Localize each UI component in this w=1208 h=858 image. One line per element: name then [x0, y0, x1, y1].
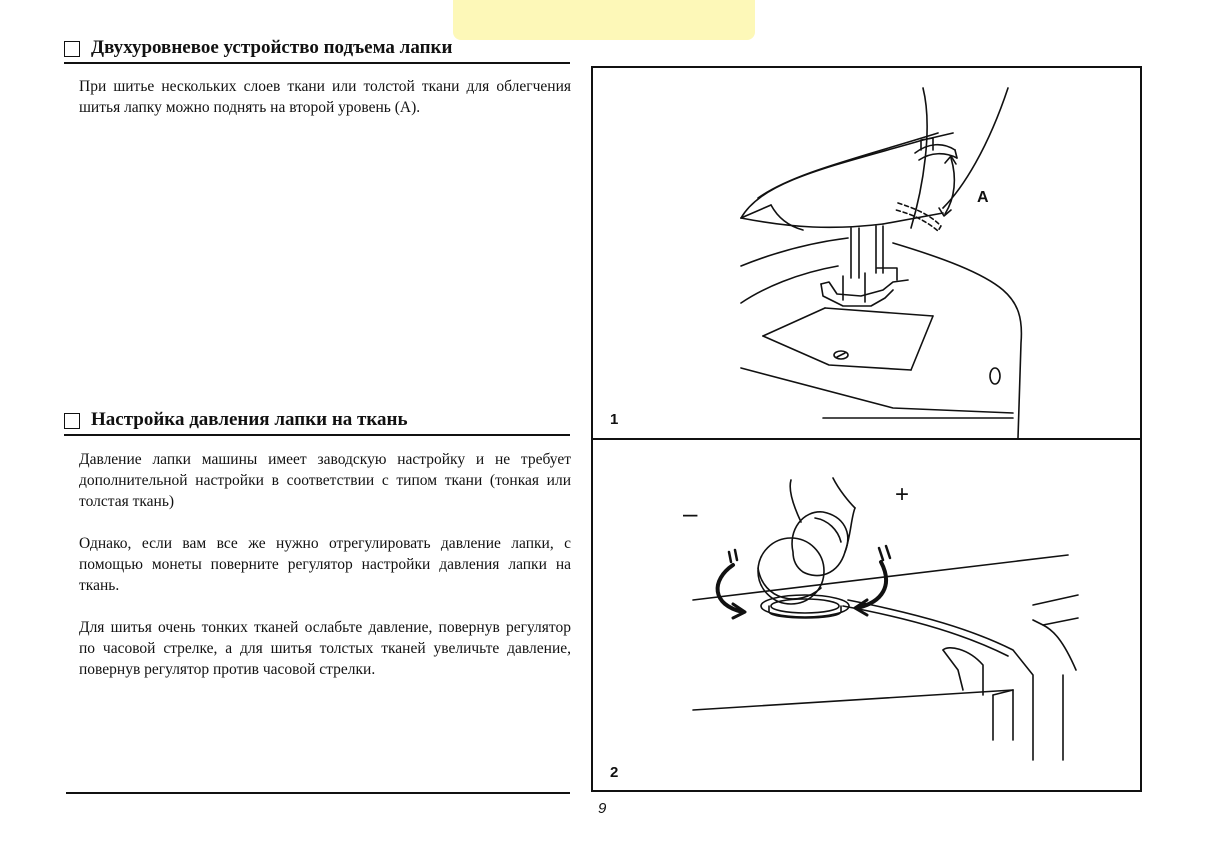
callout-label-a: A: [977, 189, 989, 206]
checkbox-square-icon: [64, 41, 80, 57]
figure-number: 2: [610, 764, 619, 781]
section-title: Двухуровневое устройство подъема лапки: [91, 37, 453, 58]
minus-sign: –: [683, 498, 698, 528]
section-heading-presser-pressure: [64, 410, 570, 436]
paragraph: При шитье нескольких слоев ткани или толстой ткани для облегчения шитья лапку можно поднять на второй уровень (А).: [79, 78, 571, 116]
bottom-rule: [66, 792, 570, 794]
page-number: 9: [598, 800, 607, 817]
paragraph: Для шитья очень тонких тканей ослабьте давление, повернув регулятор по часовой стрелке, а для шитья толстых тканей увеличьте давление, повернув регулятор против часовой стрелки.: [79, 619, 571, 678]
checkbox-square-icon: [64, 413, 80, 429]
section-heading-two-level-lifter: [64, 38, 570, 64]
plus-sign: +: [895, 481, 910, 508]
paragraph: Давление лапки машины имеет заводскую настройку и не требует дополнительной настройки в соответствии с типом ткани (тонкая или толстая ткань): [79, 451, 571, 510]
paragraph: Однако, если вам все же нужно отрегулировать давление лапки, с помощью монеты поверните регулятор настройки давления лапки на ткань.: [79, 535, 571, 594]
illustration-pressure-dial: [593, 440, 1140, 790]
figure-frame: [591, 66, 1142, 792]
header-tab-banner: [453, 0, 755, 40]
illustration-presser-foot-lifter: [593, 68, 1140, 438]
section-title: Настройка давления лапки на ткань: [91, 409, 408, 430]
figure-number: 1: [610, 411, 619, 428]
